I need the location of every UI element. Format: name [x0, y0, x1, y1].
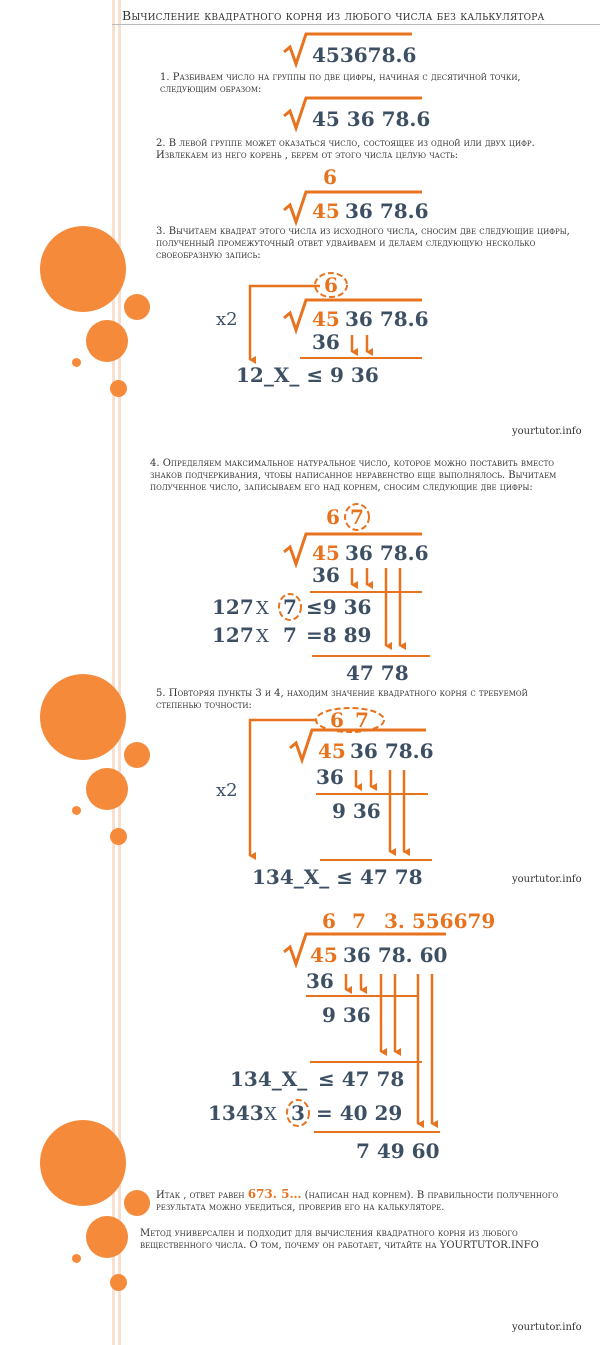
trial-digit: 7	[283, 595, 297, 619]
root-digit: 6	[326, 505, 340, 529]
inequality: 134_X_ ≤ 47 78	[252, 865, 423, 889]
group-3: 78.6	[379, 307, 429, 331]
step-5-text: 5. Повторяя пункты 3 и 4, находим значение квадратного корня с требуемой степенью точности:	[156, 688, 528, 711]
product: = 40 29	[316, 1101, 403, 1125]
group-rest	[345, 541, 429, 565]
group-2: 36	[345, 307, 373, 331]
final-root-decimals: 3. 556679	[384, 909, 496, 933]
watermark: yourtutor.info	[512, 426, 582, 437]
group-highlight: 45	[312, 307, 340, 331]
times-two: x2	[216, 309, 238, 330]
group-rest	[345, 307, 429, 331]
times-sign: X	[264, 1104, 277, 1125]
page-title: Вычисление квадратного корня из любого числа без калькулятора	[122, 8, 545, 23]
conclusion-tail: (написан над корнем). В правильности полученного результата можно убедиться, проверив его на калькуляторе.	[156, 1190, 559, 1213]
remainder: 7 49 60	[356, 1139, 440, 1163]
inequality: 12_X_ ≤ 9 36	[236, 363, 379, 387]
double-arrow	[250, 286, 320, 360]
subtrahend: 36	[316, 765, 344, 789]
group-2: 36	[345, 541, 373, 565]
group-highlight: 45	[318, 739, 346, 763]
remainder: 9 36	[322, 1003, 371, 1027]
group-highlight: 45	[312, 541, 340, 565]
times-sign: X	[256, 598, 269, 619]
subtrahend: 36	[312, 330, 340, 354]
inequality: ≤9 36	[306, 595, 372, 619]
group-rest	[350, 739, 434, 763]
group-rest	[345, 199, 429, 223]
step-3-text: 3. Вычитаем квадрат этого числа из исходного числа, сносим две следующие цифры, полученный промежуточный ответ удваиваем и делаем следующую несколько своеобразную запись:	[156, 226, 570, 261]
group-highlight: 45	[310, 943, 338, 967]
subtrahend: 36	[312, 563, 340, 587]
product: =8 89	[306, 623, 372, 647]
group-3: 78.6	[379, 199, 429, 223]
root-digit: 7	[355, 708, 369, 732]
group-3: 78.6	[384, 739, 434, 763]
group-rest	[343, 943, 447, 967]
remainder: 47 78	[346, 661, 409, 685]
remainder: 9 36	[332, 799, 381, 823]
final-note: Метод универсален и подходит для вычисления квадратного корня из любого вещественного числа. О том, почему он работает, читайте на YOURTUTOR.INFO	[140, 1228, 539, 1251]
divisor: 127	[212, 595, 254, 619]
root-digit-new: 7	[350, 505, 364, 529]
circled-root	[316, 708, 384, 732]
step-4-text: 4. Определяем максимальное натуральное число, которое можно поставить вместо знаков подчеркивания, чтобы написанное неравенство еще выполнялось. Вычитаем полученное число, записываем его над корнем, сносим следующие две цифры:	[150, 458, 557, 493]
group-2: 36	[345, 199, 373, 223]
group-highlight: 45	[312, 199, 340, 223]
group-3: 78.6	[379, 541, 429, 565]
conclusion-value: 673. 5…	[247, 1187, 302, 1201]
trial-digit: 3	[291, 1101, 305, 1125]
watermark: yourtutor.info	[512, 874, 582, 885]
divisor: 1343	[208, 1101, 264, 1125]
root-digit: 6	[324, 273, 338, 297]
radicand-number: 453678.6	[312, 43, 417, 67]
times-two: x2	[216, 780, 238, 801]
times-sign: X	[256, 626, 269, 647]
subtrahend: 36	[306, 969, 334, 993]
final-root-digit: 6	[322, 909, 336, 933]
inequality: ≤ 47 78	[318, 1067, 405, 1091]
root-digit: 6	[330, 708, 344, 732]
divisor: 127	[212, 623, 254, 647]
group-2: 36	[343, 943, 371, 967]
final-root-digit: 7	[352, 909, 366, 933]
trial-digit: 7	[283, 623, 297, 647]
group-3: 78. 60	[377, 943, 448, 967]
group-2: 36	[350, 739, 378, 763]
step-1-text: 1. Разбиваем число на группы по две цифры, начиная с десятичной точки, следующим образом:	[160, 72, 521, 95]
watermark: yourtutor.info	[512, 1322, 582, 1333]
step-2-text: 2. В левой группе может оказаться число, состоящее из одной или двух цифр. Извлекаем из него корень , берем от этого числа целую часть:	[156, 138, 535, 161]
trial-row: 134_X_	[230, 1067, 308, 1091]
root-digit: 6	[323, 165, 337, 189]
conclusion-lead: Итак , ответ равен	[156, 1190, 245, 1201]
radicand-groups: 45 36 78.6	[312, 107, 431, 131]
double-arrow	[250, 720, 316, 856]
